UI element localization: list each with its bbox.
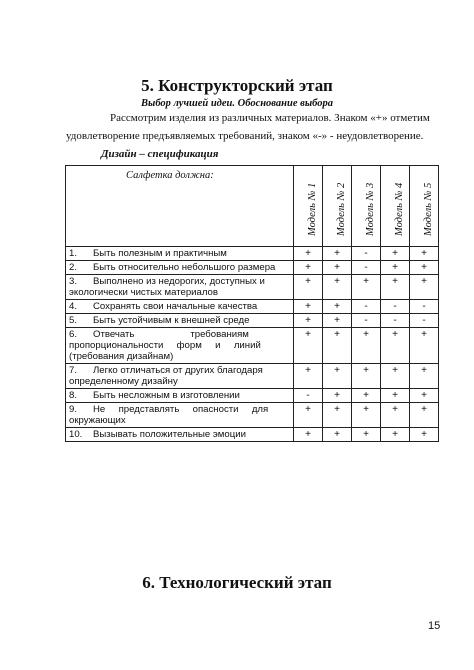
page-number: 15 <box>428 620 441 632</box>
specification-table <box>65 165 439 442</box>
model-header-3 <box>352 166 381 247</box>
criterion-cell: 9. Не представлять опасности для окружающих <box>66 403 294 428</box>
mark-cell: + <box>294 275 323 300</box>
criterion-cell: 7. Легко отличаться от других благодаря определенному дизайну <box>66 364 294 389</box>
model-label: Модель № 5 <box>422 182 434 236</box>
mark-cell: - <box>294 389 323 403</box>
mark-cell: + <box>323 403 352 428</box>
table-row <box>66 300 439 314</box>
mark-cell: - <box>352 314 381 328</box>
mark-cell: - <box>352 247 381 261</box>
intro-text-line-1: Рассмотрим изделия из различных материалов. Знаком «+» отметим <box>110 112 430 124</box>
criterion-cell: 2. Быть относительно небольшого размера <box>66 261 294 275</box>
mark-cell: + <box>352 389 381 403</box>
mark-cell: + <box>323 247 352 261</box>
corner-label: Салфетка должна: <box>126 170 214 181</box>
mark-cell: + <box>381 428 410 442</box>
criterion-cell: 8. Быть несложным в изготовлении <box>66 389 294 403</box>
model-header-2 <box>323 166 352 247</box>
model-label: Модель № 2 <box>335 182 347 236</box>
mark-cell: + <box>323 364 352 389</box>
mark-cell: + <box>323 328 352 364</box>
mark-cell: + <box>352 275 381 300</box>
mark-cell: - <box>381 314 410 328</box>
mark-cell: + <box>410 403 439 428</box>
mark-cell: + <box>294 247 323 261</box>
table-row <box>66 403 439 428</box>
table-row <box>66 428 439 442</box>
mark-cell: + <box>381 364 410 389</box>
table-row <box>66 314 439 328</box>
criterion-cell: 10. Вызывать положительные эмоции <box>66 428 294 442</box>
next-section-title: 6. Технологический этап <box>142 573 332 592</box>
mark-cell: - <box>352 261 381 275</box>
mark-cell: + <box>381 389 410 403</box>
criterion-cell: 1. Быть полезным и практичным <box>66 247 294 261</box>
intro-text-line-2: удовлетворение предъявляемых требований, знаком «-» - неудовлетворение. <box>66 130 424 142</box>
mark-cell: + <box>381 261 410 275</box>
mark-cell: + <box>352 428 381 442</box>
mark-cell: + <box>410 328 439 364</box>
mark-cell: + <box>323 389 352 403</box>
table-corner-cell <box>66 166 294 247</box>
model-label: Модель № 4 <box>393 182 405 236</box>
mark-cell: + <box>294 261 323 275</box>
table-header-row <box>66 166 439 247</box>
mark-cell: + <box>323 275 352 300</box>
mark-cell: + <box>410 261 439 275</box>
table-row <box>66 389 439 403</box>
model-header-4 <box>381 166 410 247</box>
subtitle: Выбор лучшей идеи. Обоснование выбора <box>141 98 333 109</box>
mark-cell: - <box>352 300 381 314</box>
mark-cell: + <box>294 300 323 314</box>
model-header-1 <box>294 166 323 247</box>
mark-cell: + <box>381 247 410 261</box>
model-label: Модель № 3 <box>364 182 376 236</box>
mark-cell: + <box>410 389 439 403</box>
table-body <box>66 247 439 442</box>
criterion-cell: 4. Сохранять свои начальные качества <box>66 300 294 314</box>
mark-cell: + <box>381 328 410 364</box>
mark-cell: - <box>410 300 439 314</box>
table-row <box>66 261 439 275</box>
criterion-cell: 3. Выполнено из недорогих, доступных и экологически чистых материалов <box>66 275 294 300</box>
criterion-cell: 6. Отвечать требованиям пропорциональности форм и линий (требования дизайнам) <box>66 328 294 364</box>
table-row <box>66 275 439 300</box>
mark-cell: + <box>381 403 410 428</box>
table-row <box>66 328 439 364</box>
mark-cell: + <box>294 428 323 442</box>
mark-cell: + <box>294 314 323 328</box>
mark-cell: + <box>352 364 381 389</box>
table-row <box>66 364 439 389</box>
criterion-cell: 5. Быть устойчивым к внешней среде <box>66 314 294 328</box>
mark-cell: - <box>410 314 439 328</box>
mark-cell: + <box>323 428 352 442</box>
model-label: Модель № 1 <box>306 182 318 236</box>
mark-cell: + <box>381 275 410 300</box>
mark-cell: + <box>410 275 439 300</box>
mark-cell: + <box>294 403 323 428</box>
mark-cell: + <box>323 314 352 328</box>
table-row <box>66 247 439 261</box>
mark-cell: + <box>352 328 381 364</box>
mark-cell: + <box>410 364 439 389</box>
mark-cell: + <box>294 328 323 364</box>
mark-cell: - <box>381 300 410 314</box>
mark-cell: + <box>323 261 352 275</box>
mark-cell: + <box>410 428 439 442</box>
section-title: 5. Конструкторский этап <box>141 76 333 95</box>
mark-cell: + <box>410 247 439 261</box>
mark-cell: + <box>352 403 381 428</box>
model-header-5 <box>410 166 439 247</box>
spec-heading: Дизайн – спецификация <box>101 148 219 160</box>
mark-cell: + <box>294 364 323 389</box>
mark-cell: + <box>323 300 352 314</box>
